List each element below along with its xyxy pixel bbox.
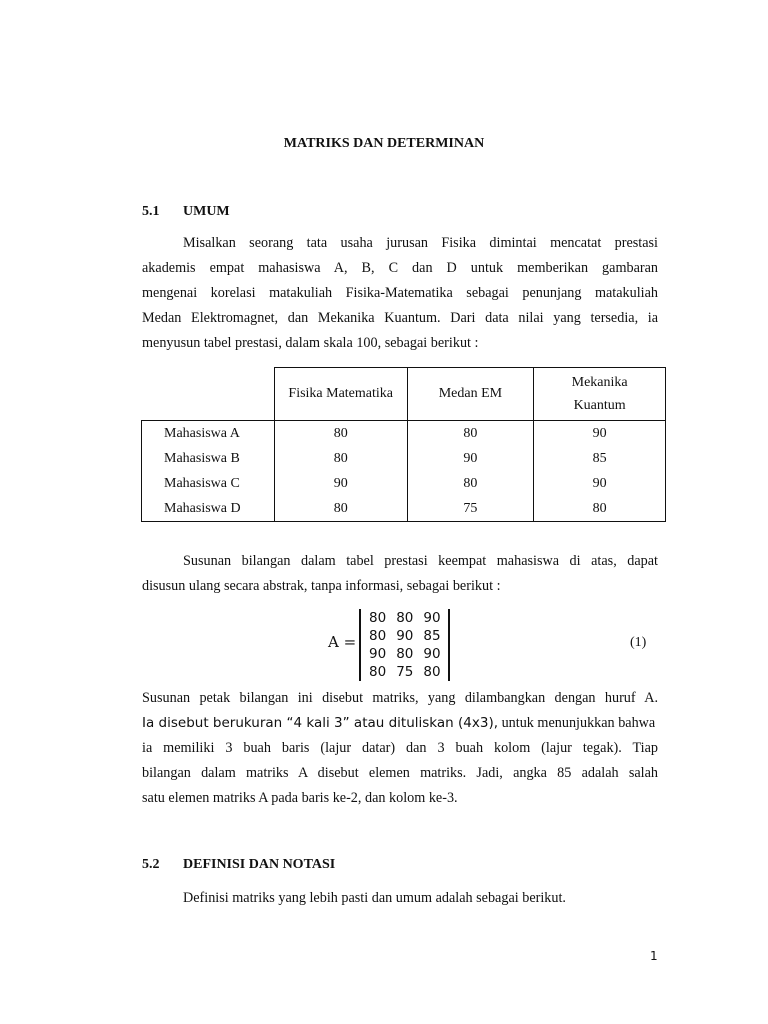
matrix-element: 90	[369, 646, 387, 662]
paragraph-line	[142, 549, 658, 574]
matrix-a	[359, 609, 450, 681]
paragraph-line: disusun ulang secara abstrak, tanpa informasi, sebagai berikut :	[142, 578, 501, 594]
table-cell: 90	[274, 471, 407, 496]
paragraph-line-text: untuk menunjukkan bahwa	[498, 715, 656, 731]
equation-lhs: A =	[328, 633, 357, 651]
table-row	[142, 471, 666, 496]
table-header-cell: Fisika Matematika	[274, 368, 407, 421]
paragraph-line	[142, 886, 658, 911]
matrix-element: 80	[369, 610, 387, 626]
header-text-line: Mekanika	[571, 375, 628, 390]
score-table	[141, 367, 666, 522]
table-header-cell: Medan EM	[407, 368, 534, 421]
matrix-element: 80	[369, 664, 387, 680]
table-header-cell	[534, 368, 666, 421]
matrix-row	[364, 663, 446, 681]
paragraph-line: ia memiliki 3 buah baris (lajur datar) dan 3 buah kolom (lajur tegak). Tiap	[142, 740, 658, 756]
table-cell: 75	[407, 496, 534, 522]
table-cell: 80	[534, 496, 666, 522]
table-header-cell	[142, 368, 275, 421]
matrix-element: 90	[396, 628, 414, 644]
table-cell: Mahasiswa A	[142, 421, 275, 447]
paragraph-line: Susunan petak bilangan ini disebut matriks, yang dilambangkan dengan huruf A.	[142, 690, 658, 706]
table-row	[142, 446, 666, 471]
paragraph-line: akademis empat mahasiswa A, B, C dan D untuk memberikan gambaran	[142, 260, 658, 276]
matrix-row	[364, 609, 446, 627]
paragraph-line-text: Ia disebut berukuran “4 kali 3” atau dituliskan (4x3),	[142, 715, 499, 731]
paragraph-matrix-definition	[142, 686, 658, 811]
table-cell: 80	[274, 446, 407, 471]
paragraph-line: mengenai korelasi matakuliah Fisika-Matematika sebagai penunjang matakuliah	[142, 285, 658, 301]
table-cell: Mahasiswa B	[142, 446, 275, 471]
matrix-element: 80	[396, 610, 414, 626]
document-title: MATRIKS DAN DETERMINAN	[283, 136, 485, 151]
table-row	[142, 421, 666, 447]
paragraph-definition-intro	[142, 886, 658, 911]
section-2-title: DEFINISI DAN NOTASI	[183, 857, 336, 872]
table-cell: 90	[534, 471, 666, 496]
paragraph-matrix-intro	[142, 549, 658, 599]
matrix-element: 75	[396, 664, 414, 680]
header-text-line: Kuantum	[573, 398, 626, 413]
equation-number: (1)	[630, 635, 647, 650]
matrix-row	[364, 645, 446, 663]
table-row	[142, 496, 666, 522]
page-number: 1	[650, 949, 658, 963]
table-cell: 80	[274, 421, 407, 447]
table-cell: 80	[407, 421, 534, 447]
section-1-title: UMUM	[183, 204, 230, 219]
matrix-element: 80	[423, 664, 441, 680]
table-cell: Mahasiswa D	[142, 496, 275, 522]
table-cell: 85	[534, 446, 666, 471]
matrix-row	[364, 627, 446, 645]
table-cell: 80	[274, 496, 407, 522]
matrix-element: 90	[423, 646, 441, 662]
matrix-element: 80	[369, 628, 387, 644]
table-cell: Mahasiswa C	[142, 471, 275, 496]
paragraph-line	[142, 711, 658, 736]
table-header-row	[142, 368, 666, 421]
paragraph-line-text: Misalkan seorang tata usaha jurusan Fisika dimintai mencatat prestasi	[183, 235, 658, 251]
paragraph-line: bilangan dalam matriks A disebut elemen matriks. Jadi, angka 85 adalah salah	[142, 765, 658, 781]
paragraph-intro	[142, 231, 658, 356]
table-cell: 90	[407, 446, 534, 471]
paragraph-line: menyusun tabel prestasi, dalam skala 100, sebagai berikut :	[142, 335, 479, 351]
section-2-number: 5.2	[142, 857, 160, 872]
section-1-number: 5.1	[142, 204, 160, 219]
table-cell: 80	[407, 471, 534, 496]
table-cell: 90	[534, 421, 666, 447]
paragraph-line: Medan Elektromagnet, dan Mekanika Kuantum. Dari data nilai yang tersedia, ia	[142, 310, 658, 326]
paragraph-line: satu elemen matriks A pada baris ke-2, dan kolom ke-3.	[142, 790, 458, 806]
paragraph-line	[142, 231, 658, 256]
paragraph-line-text: Definisi matriks yang lebih pasti dan umum adalah sebagai berikut.	[183, 890, 566, 906]
matrix-element: 85	[423, 628, 441, 644]
matrix-element: 90	[423, 610, 441, 626]
paragraph-line-text: Susunan bilangan dalam tabel prestasi keempat mahasiswa di atas, dapat	[183, 553, 658, 569]
matrix-element: 80	[396, 646, 414, 662]
